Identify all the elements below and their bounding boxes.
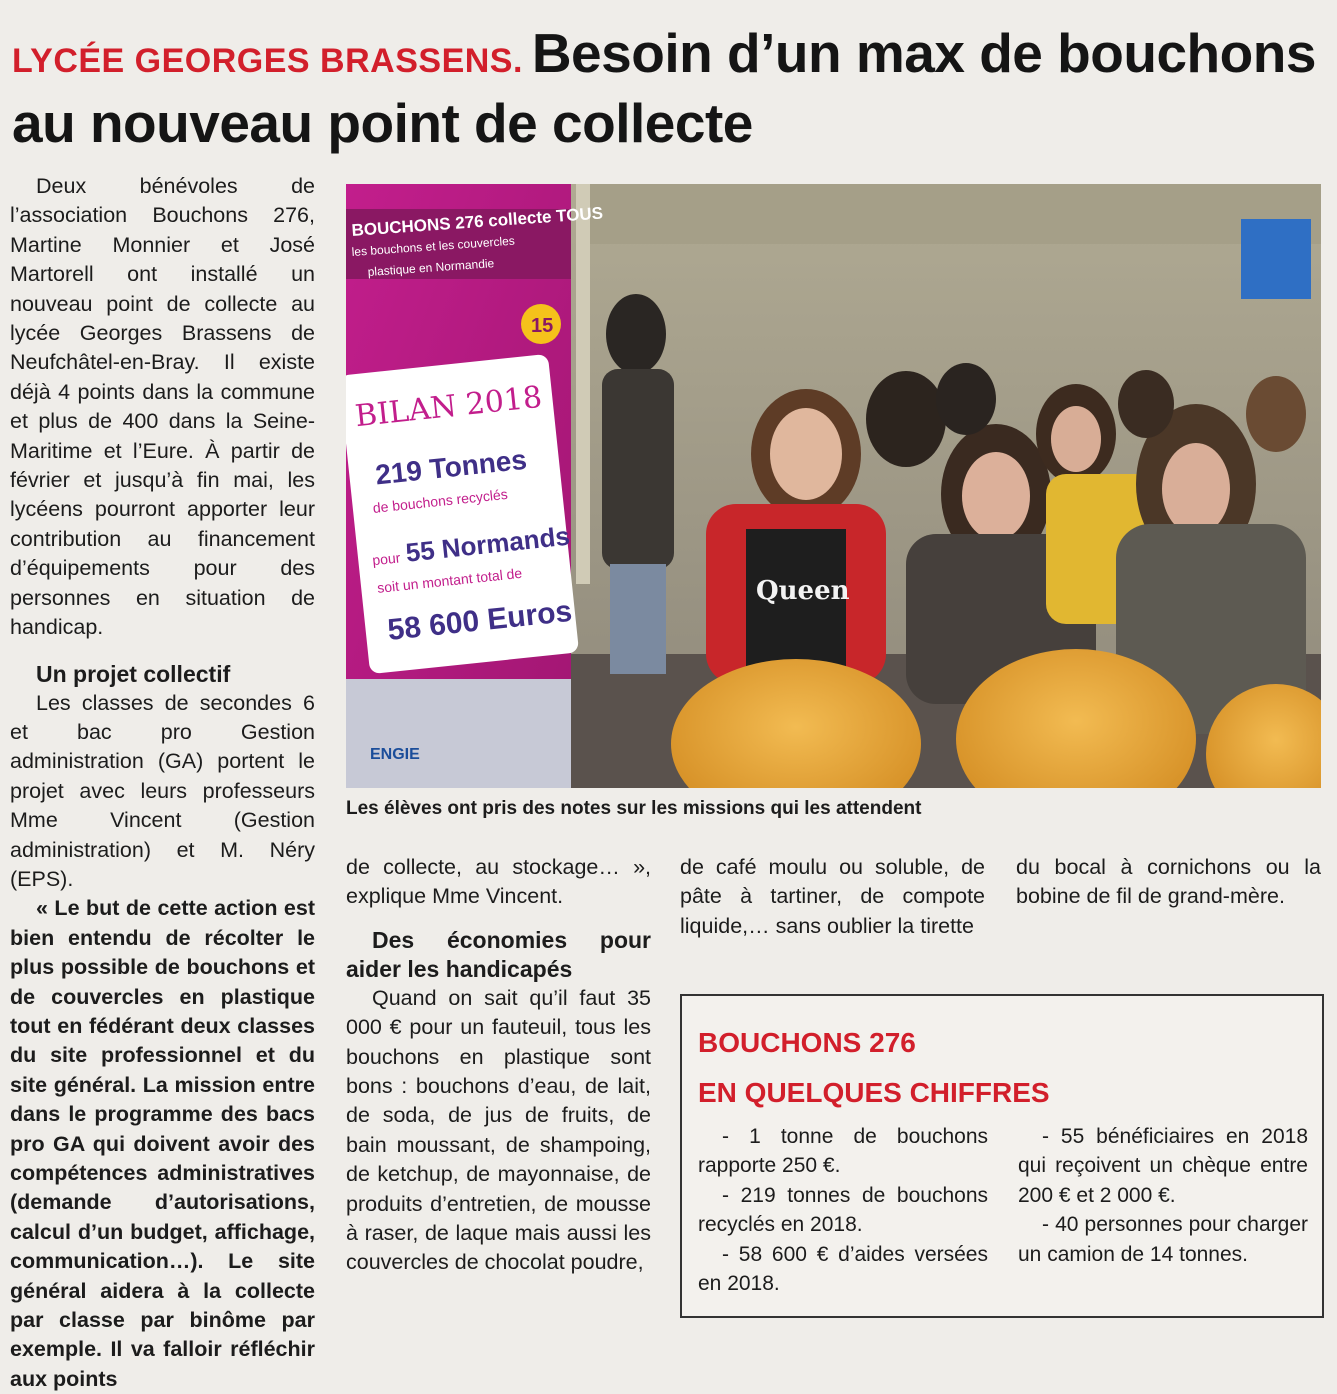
figures-left-column — [698, 1122, 988, 1298]
figures-box — [680, 994, 1324, 1318]
classroom-scene — [346, 184, 1321, 788]
headline-kicker: LYCÉE GEORGES BRASSENS. — [12, 42, 523, 80]
bilan-montant: soit un montant total de — [376, 564, 523, 596]
banner-header-line3: plastique en Normandie — [367, 256, 495, 279]
article-column-3 — [680, 853, 985, 941]
headline-title: Besoin d’un max de bouchons au nouveau point de collecte — [12, 22, 1316, 154]
column-3-text: de café moulu ou soluble, de pâte à tartiner, de compote liquide,… sans oublier la tirette — [680, 855, 985, 938]
bilan-normands: 55 Normands — [404, 520, 572, 568]
article-photo — [346, 184, 1321, 788]
figure-item: - 58 600 € d’aides versées en 2018. — [698, 1242, 988, 1296]
window-panel — [1241, 219, 1311, 299]
figure-item: - 55 bénéficiaires en 2018 qui reçoivent un chèque entre 200 € et 2 000 €. — [1018, 1125, 1308, 1207]
figure-item: - 219 tonnes de bouchons recyclés en 2018. — [698, 1183, 988, 1237]
sponsor-logo: ENGIE — [370, 746, 420, 763]
figures-box-title — [698, 1018, 1050, 1118]
ceiling-panel — [581, 184, 1321, 244]
figures-title-line2: EN QUELQUES CHIFFRES — [698, 1077, 1050, 1108]
subhead-economies: Des économies pour aider les handicapés — [346, 926, 651, 982]
bilan-recycles: de bouchons recyclés — [372, 485, 509, 516]
headline — [12, 22, 1322, 162]
quote-continuation: de collecte, au stockage… », explique Mme Vincent. — [346, 855, 651, 909]
bilan-tonnes: 219 Tonnes — [373, 443, 529, 491]
intro-paragraph: Deux bénévoles de l’association Bouchons 276, Martine Monnier et José Martorell ont installé un nouveau point de collecte au lycée Georges Brassens de Neufchâtel-en-Bray. Il existe déjà 4 points dans la commune et plus de 400 dans la Seine-Maritime et l’Eure. À partir de février et jusqu’à fin mai, les lycéens pourront apporter leur contribution au financement d’équipements pour des personnes en situation de handicap. — [10, 174, 315, 640]
quote-paragraph: « Le but de cette action est bien entendu de récolter le plus possible de bouchons et de couvercles en plastique tout en fédérant deux classes du site professionnel et du site général. La mission entre dans le programme des bacs pro GA qui doivent avoir des compétences administratives (demande d’autorisations, calcul d’un budget, affichage, communication…). Le site général aidera à la collecte par classe par binôme par exemple. Il va falloir réfléchir aux points — [10, 896, 315, 1391]
figures-right-column — [1018, 1122, 1308, 1269]
banner-badge-number: 15 — [531, 315, 554, 337]
sponsor-strip — [346, 679, 571, 788]
banner-header-line1: BOUCHONS 276 collecte TOUS — [350, 203, 604, 240]
banner — [346, 184, 604, 788]
article-column-2 — [346, 853, 651, 1278]
bilan-title: BILAN 2018 — [353, 379, 544, 435]
subhead-projet-collectif: Un projet collectif — [36, 660, 231, 687]
column-4-text: du bocal à cornichons ou la bobine de fil de grand-mère. — [1016, 855, 1321, 909]
bilan-pour: pour — [371, 549, 402, 569]
bilan-euros: 58 600 Euros — [386, 594, 574, 647]
article-column-4 — [1016, 853, 1321, 912]
article-column-1 — [10, 172, 315, 1394]
paragraph-economies: Quand on sait qu’il faut 35 000 € pour un fauteuil, tous les bouchons en plastique sont bons : bouchons d’eau, de lait, de soda, de jus de fruits, de bain moussant, de shampoing, de ketchup, de mayonnaise, de produits d’entretien, de mousse à raser, de laque mais aussi les couvercles de chocolat poudre, — [346, 985, 651, 1275]
paragraph-classes: Les classes de secondes 6 et bac pro Gestion administration (GA) portent le projet avec leurs professeurs Mme Vincent (Gestion administration) et M. Néry (EPS). — [10, 690, 315, 891]
figure-item: - 40 personnes pour charger un camion de 14 tonnes. — [1018, 1213, 1308, 1266]
photo-caption: Les élèves ont pris des notes sur les missions qui les attendent — [346, 798, 922, 819]
wall-edge — [576, 184, 590, 584]
figures-title-line1: BOUCHONS 276 — [698, 1027, 916, 1058]
hoodie-print: Queen — [756, 576, 850, 606]
banner-header-line2: les bouchons et les couvercles — [351, 233, 516, 259]
figure-item: - 1 tonne de bouchons rapporte 250 €. — [698, 1125, 988, 1178]
